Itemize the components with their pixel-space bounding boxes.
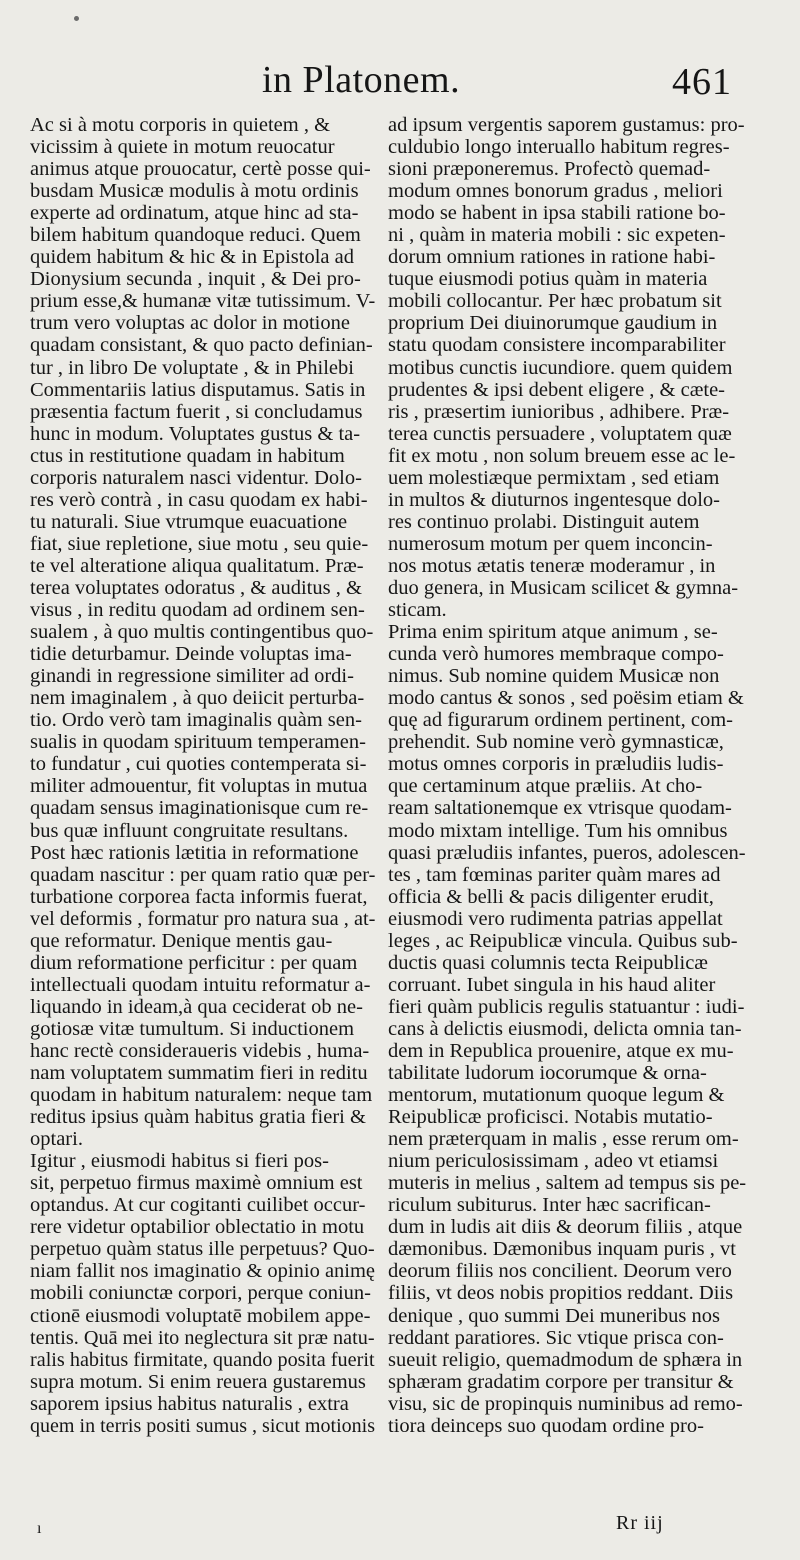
text-line: reddant paratiores. Sic vtique prisca con-	[388, 1326, 724, 1349]
text-line: niam fallit nos imaginatio & opinio animę	[30, 1260, 376, 1283]
text-line: tuque eiusmodi potius quàm in materia	[388, 268, 708, 291]
text-line: Reipublicæ proficisci. Notabis mutatio-	[388, 1106, 713, 1129]
text-line: culdubio longo interuallo habitum regres-	[388, 136, 730, 159]
text-line: turbatione corporea facta informis fuerat,	[30, 885, 368, 908]
text-line: corruant. Iubet singula in his haud aliter	[388, 973, 716, 996]
text-line: que reformatur. Denique mentis gau-	[30, 929, 333, 952]
text-line: reditus ipsius quàm habitus gratia fieri &	[30, 1106, 366, 1129]
text-line: nium periculosissimam , adeo vt etiamsi	[388, 1150, 719, 1173]
text-line: corporis naturalem nasci videntur. Dolo-	[30, 466, 362, 489]
text-line: quem in terris positi sumus , sicut motionis	[30, 1414, 376, 1437]
text-line: mentorum, mutationum quoque legum &	[388, 1084, 725, 1107]
text-line: cunda verò humores membraque compo-	[388, 643, 724, 666]
text-line: terea cunctis persuadere , voluptatem quæ	[388, 422, 732, 445]
text-line: modo mixtam intellige. Tum his omnibus	[388, 819, 728, 842]
text-line: proprium Dei diuinorumque gaudium in	[388, 312, 718, 335]
text-line: supra motum. Si enim reuera gustaremus	[30, 1370, 366, 1393]
text-line: prudentes & ipsi debent eligere , & cæte-	[388, 378, 726, 401]
text-line: filiis, vt deos nobis propitios reddant. Diis	[388, 1282, 734, 1305]
text-line: visus , in reditu quodam ad ordinem sen-	[30, 599, 365, 622]
running-header	[0, 58, 800, 114]
text-line: statu quodam consistere incomparabiliter	[388, 334, 726, 357]
text-line: ductis quasi columnis tecta Reipublicæ	[388, 951, 708, 974]
text-line: tu naturali. Siue vtrumque euacuatione	[30, 510, 348, 533]
text-line: in multos & diuturnos ingentesque dolo-	[388, 488, 720, 511]
text-line: modo cantus & sonos , sed poësim etiam &	[388, 687, 744, 710]
text-line: sphæram gradatim corpore per transitur &	[388, 1370, 734, 1393]
text-line: tabilitate ludorum iocorumque & orna-	[388, 1062, 707, 1085]
text-line: nos motus ætatis teneræ moderamur , in	[388, 554, 716, 577]
text-line: fiat, siue repletione, siue motu , seu quie-	[30, 532, 369, 555]
text-line: quasi præludiis infantes, pueros, adolescen-	[388, 841, 746, 864]
text-line: res verò contrà , in casu quodam ex habi-	[30, 488, 368, 511]
text-line: dem in Republica prouenire, atque ex mu-	[388, 1039, 734, 1062]
ink-speck	[74, 16, 79, 21]
text-line: dorum omnium rationes in ratione habi-	[388, 246, 716, 269]
text-line: ad ipsum vergentis saporem gustamus: pro-	[388, 114, 745, 136]
text-line: tiora deinceps suo quodam ordine pro-	[388, 1414, 704, 1437]
text-line: nimus. Sub nomine quidem Musicæ non	[388, 665, 720, 688]
text-line: sualem , à quo multis contingentibus quo-	[30, 621, 374, 644]
text-line: dæmonibus. Dæmonibus inquam puris , vt	[388, 1238, 736, 1261]
text-line: quę ad figurarum ordinem pertinent, com-	[388, 709, 733, 732]
text-line: tidie deturbamur. Deinde voluptas ima-	[30, 643, 352, 666]
text-line: animus atque prouocatur, certè posse qui-	[30, 158, 371, 181]
text-line: quadam consistant, & quo pacto definian-	[30, 334, 373, 357]
text-line: trum vero voluptas ac dolor in motione	[30, 312, 350, 335]
text-line: sit, perpetuo firmus maximè omnium est	[30, 1172, 363, 1195]
text-line: fieri quàm publicis regulis statuantur : iudi-	[388, 995, 745, 1018]
text-line: Ac si à motu corporis in quietem , &	[30, 114, 331, 136]
text-line: terea voluptates odoratus , & auditus , &	[30, 576, 362, 599]
text-line: sticam.	[388, 599, 447, 622]
text-line: vel deformis , formatur pro natura sua , at-	[30, 907, 376, 930]
text-line: experte ad ordinatum, atque hinc ad sta-	[30, 202, 359, 225]
text-line: prehendit. Sub nomine verò gymnasticæ,	[388, 731, 724, 754]
left-text-column	[30, 114, 375, 1437]
text-line: muteris in melius , saltem ad tempus sis pe-	[388, 1172, 747, 1195]
text-line: præsentia factum fuerit , si concludamus	[30, 400, 363, 423]
text-line: duo genera, in Musicam scilicet & gymna-	[388, 576, 739, 599]
text-line: sueuit religio, quemadmodum de sphæra in	[388, 1348, 743, 1371]
text-line: ris , præsertim iunioribus , adhibere. Præ-	[388, 400, 730, 423]
text-line: ni , quàm in materia mobili : sic expeten-	[388, 224, 726, 247]
text-line: tio. Ordo verò tam imaginalis quàm sen-	[30, 709, 362, 732]
text-line: quidem habitum & hic & in Epistola ad	[30, 246, 354, 269]
text-line: optandus. At cur cogitanti cuilibet occur-	[30, 1194, 366, 1217]
page-number: 461	[672, 61, 732, 103]
bottom-mark: ı	[37, 1520, 42, 1537]
text-line: uem molestiæque permixtam , sed etiam	[388, 466, 720, 489]
text-line: Prima enim spiritum atque animum , se-	[388, 621, 718, 644]
running-head-title: in Platonem.	[262, 59, 461, 101]
text-line: motibus cunctis iucundiore. quem quidem	[388, 356, 733, 379]
right-text-column	[388, 114, 766, 1437]
text-line: visu, sic de propinquis numinibus ad remo-	[388, 1392, 743, 1415]
text-line: motus omnes corporis in præludiis ludis-	[388, 753, 724, 776]
signature-mark: Rr iij	[616, 1512, 664, 1534]
text-line: Igitur , eiusmodi habitus si fieri pos-	[30, 1150, 329, 1173]
text-line: tur , in libro De voluptate , & in Philebi	[30, 356, 354, 379]
text-line: nem imaginalem , à quo deiicit perturba-	[30, 687, 365, 710]
text-line: nam voluptatem summatim fieri in reditu	[30, 1062, 368, 1085]
text-line: sualis in quodam spirituum temperamen-	[30, 731, 366, 754]
text-line: modum omnes bonorum gradus , meliori	[388, 180, 723, 203]
text-line: rere videtur optabilior oblectatio in motu	[30, 1216, 365, 1239]
text-line: fit ex motu , non solum breuem esse ac le-	[388, 444, 736, 467]
text-line: numerosum motum per quem inconcin-	[388, 532, 713, 555]
text-line: hanc rectè consideraueris videbis , huma-	[30, 1039, 370, 1062]
text-line: hunc in modum. Voluptates gustus & ta-	[30, 422, 361, 445]
text-line: tentis. Quā mei ito neglectura sit præ natu-	[30, 1326, 375, 1349]
text-line: ream saltationemque ex vtrisque quodam-	[388, 797, 732, 820]
text-line: Post hæc rationis lætitia in reformatione	[30, 841, 359, 864]
text-line: gotiosæ vitæ tumultum. Si inductionem	[30, 1017, 355, 1040]
text-line: mobili collocantur. Per hæc probatum sit	[388, 290, 722, 313]
text-line: te vel alteratione aliqua qualitatum. Præ-	[30, 554, 364, 577]
text-line: saporem ipsius habitus naturalis , extra	[30, 1392, 349, 1415]
text-line: sioni præponeremus. Profectò quemad-	[388, 158, 711, 181]
text-line: eiusmodi vero rudimenta patrias appellat	[388, 907, 723, 930]
text-line: ctionē eiusmodi voluptatē mobilem appe-	[30, 1304, 371, 1327]
text-line: bus quæ influunt congruitate resultans.	[30, 819, 349, 842]
text-line: Dionysium secunda , inquit , & Dei pro-	[30, 268, 361, 291]
text-line: deorum filiis nos concilient. Deorum vero	[388, 1260, 732, 1283]
text-line: dium reformatione perficitur : per quam	[30, 951, 358, 974]
text-line: mobili coniunctæ corpori, perque coniun-	[30, 1282, 372, 1305]
text-line: intellectuali quodam intuitu reformatur a-	[30, 973, 371, 996]
text-line: busdam Musicæ modulis à motu ordinis	[30, 180, 359, 203]
text-line: optari.	[30, 1128, 83, 1151]
text-line: ctus in restitutione quadam in habitum	[30, 444, 345, 467]
text-line: que certaminum atque præliis. At cho-	[388, 775, 703, 798]
text-line: ralis habitus firmitate, quando posita fuerit	[30, 1348, 375, 1371]
text-line: quadam nascitur : per quam ratio quæ per-	[30, 863, 376, 886]
text-line: bilem habitum quandoque reduci. Quem	[30, 224, 361, 247]
text-line: Commentariis latius disputamus. Satis in	[30, 378, 366, 401]
text-line: militer admouentur, fit voluptas in mutua	[30, 775, 368, 798]
text-line: ginandi in regressione similiter ad ordi-	[30, 665, 354, 688]
text-line: cans à delictis eiusmodi, delicta omnia tan-	[388, 1017, 742, 1040]
text-line: officia & belli & pacis diligenter erudit,	[388, 885, 714, 908]
text-line: liquando in ideam,à qua ceciderat ob ne-	[30, 995, 363, 1018]
text-line: tes , tam fœminas pariter quàm mares ad	[388, 863, 721, 886]
text-line: vicissim à quiete in motum reuocatur	[30, 136, 335, 159]
text-line: leges , ac Reipublicæ vincula. Quibus sub-	[388, 929, 738, 952]
text-line: modo se habent in ipsa stabili ratione bo-	[388, 202, 726, 225]
text-line: to fundatur , cui quoties contemperata si-	[30, 753, 367, 776]
text-line: quadam sensus imaginationisque cum re-	[30, 797, 369, 820]
text-line: denique , quo summi Dei muneribus nos	[388, 1304, 720, 1327]
text-line: nem præterquam in malis , esse rerum om-	[388, 1128, 739, 1151]
text-line: perpetuo quàm status ille perpetuus? Quo-	[30, 1238, 375, 1261]
text-line: quodam in habitum naturalem: neque tam	[30, 1084, 373, 1107]
text-line: prium esse,& humanæ vitæ tutissimum. V-	[30, 290, 376, 313]
text-line: res continuo prolabi. Distinguit autem	[388, 510, 700, 533]
text-line: dum in ludis ait diis & deorum filiis , atque	[388, 1216, 743, 1239]
text-line: riculum subiturus. Inter hæc sacrifican-	[388, 1194, 711, 1217]
